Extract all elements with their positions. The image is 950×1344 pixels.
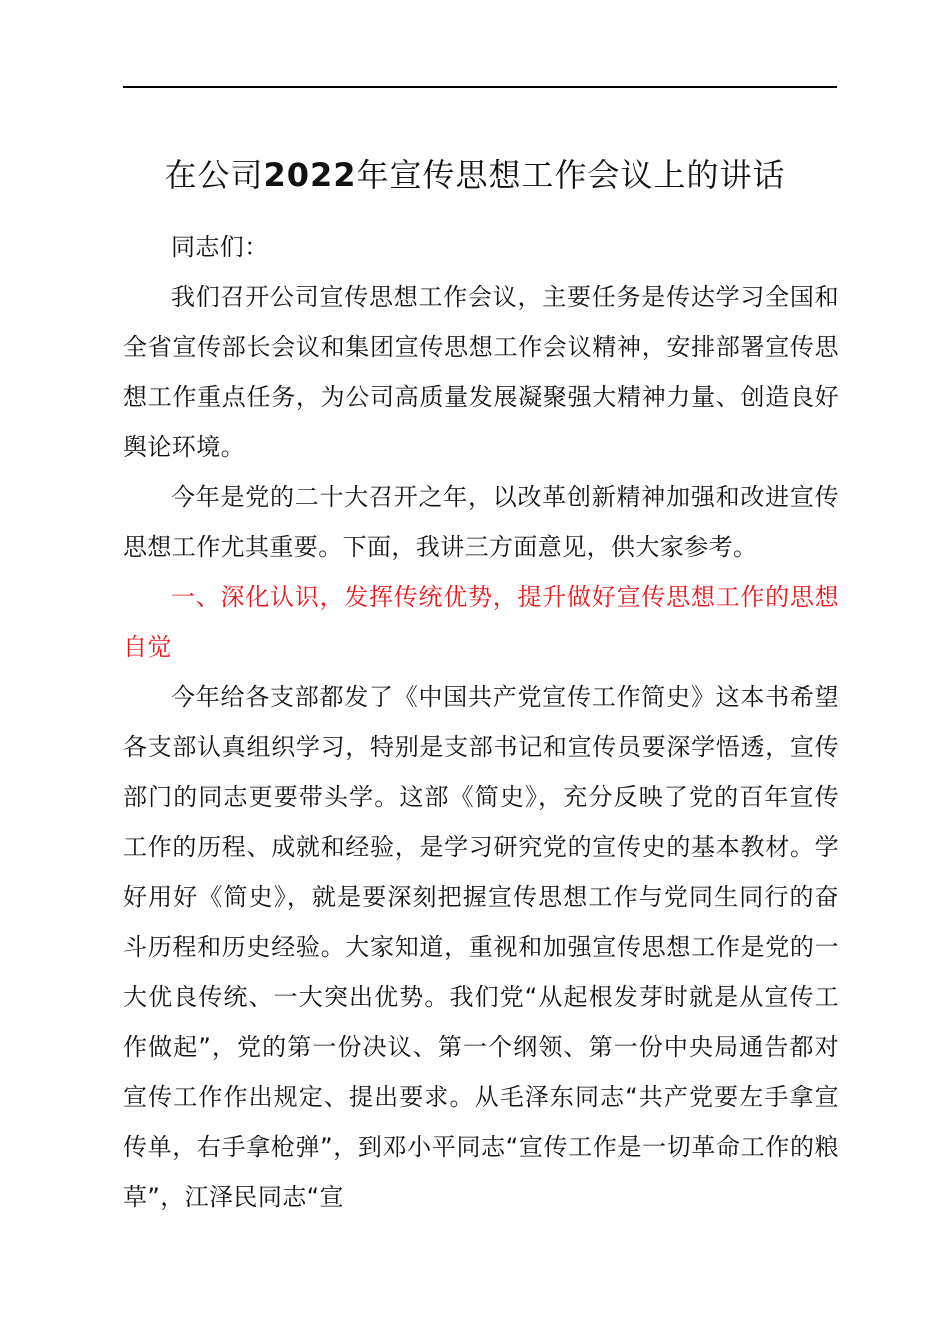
document-body <box>123 222 839 1222</box>
document-title <box>0 150 950 200</box>
paragraph-overview: 今年是党的二十大召开之年，以改革创新精神加强和改进宣传思想工作尤其重要。下面，我讲三方面意见，供大家参考。 <box>123 483 839 561</box>
header-rule <box>123 86 837 88</box>
title-suffix: 年宣传思想工作会议上的讲话 <box>356 156 786 194</box>
paragraph-body: 今年给各支部都发了《中国共产党宣传工作简史》这本书希望各支部认真组织学习，特别是支部书记和宣传员要深学悟透，宣传部门的同志更要带头学。这部《简史》，充分反映了党的百年宣传工作的历程、成就和经验，是学习研究党的宣传史的基本教材。学好用好《简史》，就是要深刻把握宣传思想工作与党同生同行的奋斗历程和历史经验。大家知道，重视和加强宣传思想工作是党的一大优良传统、一大突出优势。我们党“从起根发芽时就是从宣传工作做起”，党的第一份决议、第一个纲领、第一份中央局通告都对宣传工作作出规定、提出要求。从毛泽东同志“共产党要左手拿宣传单，右手拿枪弹”，到邓小平同志“宣传工作是一切革命工作的粮草”，江泽民同志“宣 <box>123 683 840 1211</box>
section-heading: 一、深化认识，发挥传统优势，提升做好宣传思想工作的思想自觉 <box>123 583 839 661</box>
title-year: 2022 <box>263 156 357 194</box>
salutation: 同志们： <box>171 233 269 261</box>
title-prefix: 在公司 <box>164 156 264 194</box>
paragraph-intro: 我们召开公司宣传思想工作会议，主要任务是传达学习全国和全省宣传部长会议和集团宣传思想工作会议精神，安排部署宣传思想工作重点任务，为公司高质量发展凝聚强大精神力量、创造良好舆论环境。 <box>123 283 839 461</box>
